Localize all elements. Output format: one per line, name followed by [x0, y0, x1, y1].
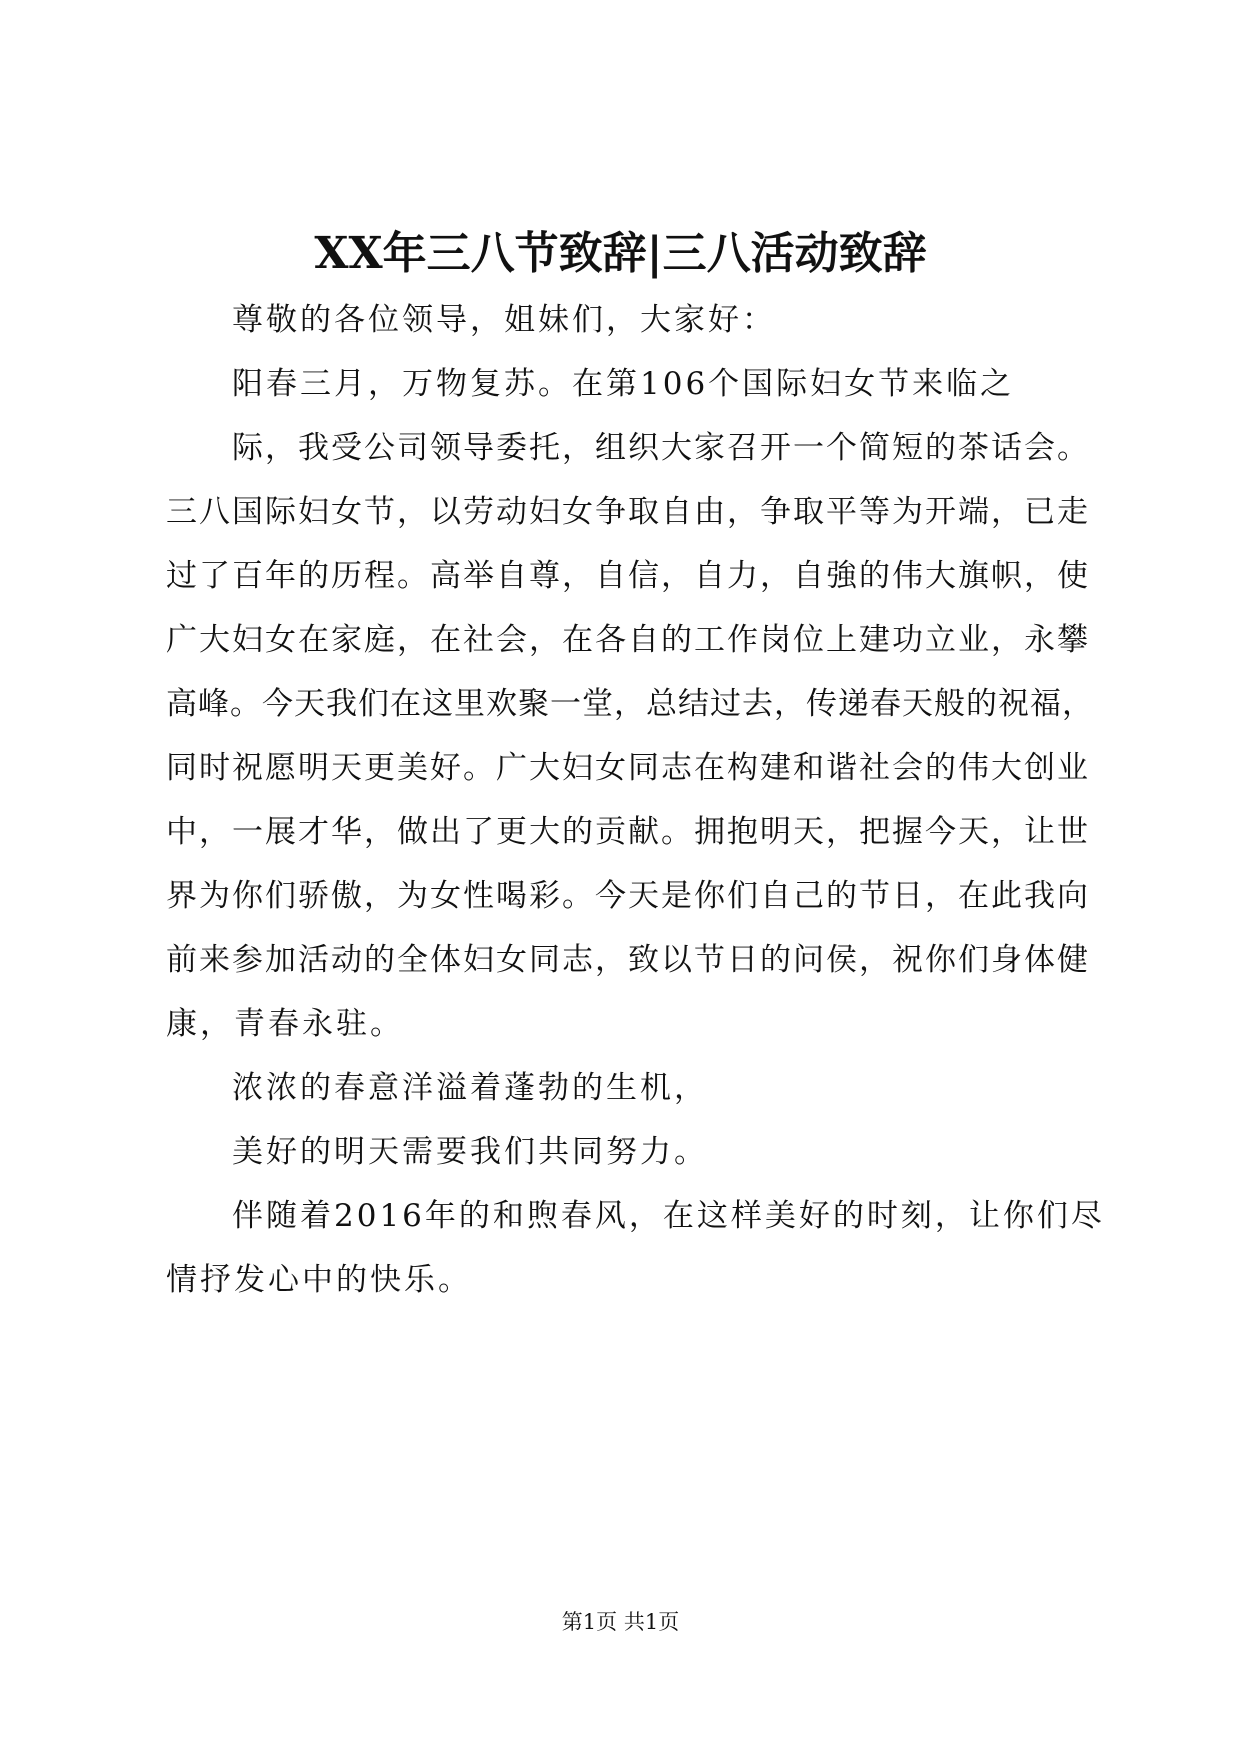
- paragraph-line: 三八国际妇女节，以劳动妇女争取自由，争取平等为开端，已走: [166, 494, 1090, 530]
- paragraph-line: 过了百年的历程。高举自尊，自信，自力，自強的伟大旗帜，使: [166, 558, 1090, 594]
- paragraph-line: 浓浓的春意洋溢着蓬勃的生机，: [232, 1070, 708, 1106]
- paragraph-line: 伴随着2016年的和煦春风，在这样美好的时刻，让你们尽: [232, 1198, 1105, 1234]
- paragraph-line: 康，青春永驻。: [166, 1006, 404, 1042]
- document-title: XX年三八节致辞|三八活动致辞: [314, 228, 927, 279]
- paragraph-line: 美好的明天需要我们共同努力。: [232, 1134, 708, 1170]
- paragraph-line: 广大妇女在家庭，在社会，在各自的工作岗位上建功立业，永攀: [166, 622, 1090, 658]
- paragraph-line: 尊敬的各位领导，姐妹们，大家好：: [232, 302, 776, 338]
- paragraph-line: 阳春三月，万物复苏。在第106个国际妇女节来临之: [232, 366, 1015, 402]
- paragraph-line: 高峰。今天我们在这里欢聚一堂，总结过去，传递春天般的祝福，: [166, 686, 1094, 722]
- paragraph-line: 际，我受公司领导委托，组织大家召开一个简短的茶话会。: [232, 430, 1090, 466]
- paragraph-line: 界为你们骄傲，为女性喝彩。今天是你们自己的节日，在此我向: [166, 878, 1090, 914]
- page-footer: 第1页 共1页: [561, 1610, 680, 1634]
- paragraph-line: 中，一展才华，做出了更大的贡献。拥抱明天，把握今天，让世: [166, 814, 1090, 850]
- paragraph-line: 前来参加活动的全体妇女同志，致以节日的问侯，祝你们身体健: [166, 942, 1090, 978]
- paragraph-line: 情抒发心中的快乐。: [166, 1262, 472, 1298]
- paragraph-line: 同时祝愿明天更美好。广大妇女同志在构建和谐社会的伟大创业: [166, 750, 1090, 786]
